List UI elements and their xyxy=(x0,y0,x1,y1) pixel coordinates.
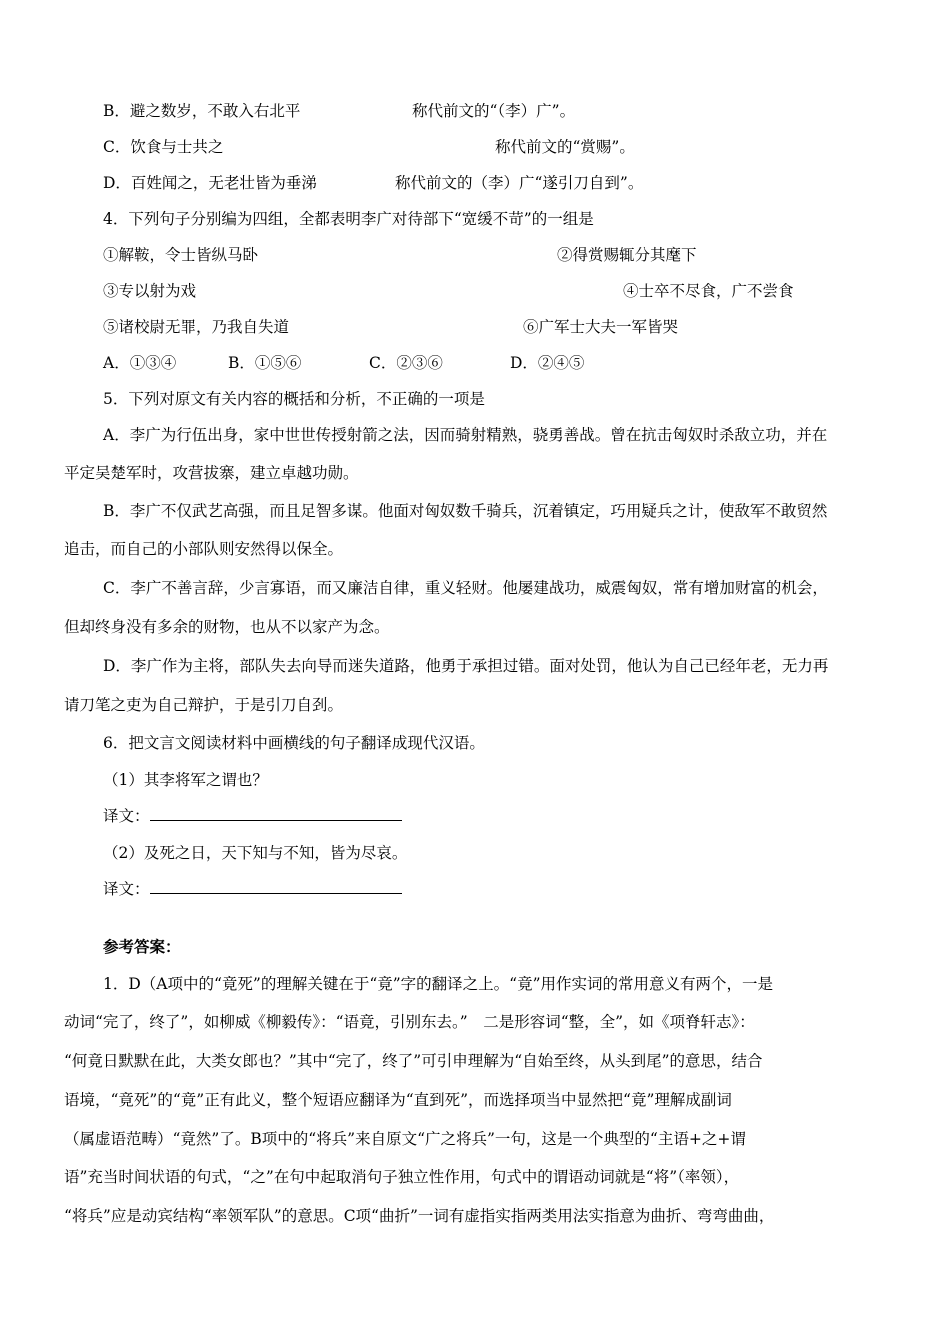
answer-line-5: （属虚语范畴）“竟然”了。B项中的“将兵”来自原文“广之将兵”一句，这是一个典型的“主语+之+谓 xyxy=(64,1130,746,1148)
translation-label-1: 译文： xyxy=(103,807,150,825)
q3-option-b-note: 称代前文的“（李）广”。 xyxy=(412,102,576,120)
q5-option-b-line2: 追击，而自己的小部队则安然得以保全。 xyxy=(64,540,344,558)
q5-option-a-line1: A．李广为行伍出身，家中世世传授射箭之法，因而骑射精熟，骁勇善战。曾在抗击匈奴时杀敌立功，并在 xyxy=(103,426,828,444)
q4-item-1: ①解鞍，令士皆纵马卧 xyxy=(103,246,259,264)
q5-option-d-line1: D．李广作为主将，部队失去向导而迷失道路，他勇于承担过错。面对处罚，他认为自己已经年老，无力再 xyxy=(103,657,829,675)
answer-line-4: 语境，“竟死”的“竟”正有此义，整个短语应翻译为“直到死”，而选择项当中显然把“竟”理解成副词 xyxy=(64,1091,732,1109)
answers-heading: 参考答案： xyxy=(103,937,181,956)
q5-option-c-line1: C．李广不善言辞，少言寡语，而又廉洁自律，重义轻财。他屡建战功，威震匈奴，常有增加财富的机会， xyxy=(103,579,828,597)
q6-sentence-2: （2）及死之日，天下知与不知，皆为尽哀。 xyxy=(103,844,408,862)
q4-item-6: ⑥广军士大夫一军皆哭 xyxy=(523,318,679,336)
q4-item-5: ⑤诸校尉无罪，乃我自失道 xyxy=(103,318,290,336)
answer-line-6: 语”充当时间状语的句式，“之”在句中起取消句子独立性作用，句式中的谓语动词就是“将”（率领）， xyxy=(64,1168,740,1186)
q5-option-b-line1: B．李广不仅武艺高强，而且足智多谋。他面对匈奴数千骑兵，沉着镇定，巧用疑兵之计，使敌军不敢贸然 xyxy=(103,502,828,520)
q3-option-b-sentence: B．避之数岁，不敢入右北平 xyxy=(103,102,301,120)
q6-sentence-1: （1）其李将军之谓也？ xyxy=(103,771,268,789)
q5-option-d-line2: 请刀笔之吏为自己辩护，于是引刀自刭。 xyxy=(64,696,344,714)
answer-line-3: “何竟日默默在此，大类女郎也？”其中“完了，终了”可引申理解为“自始至终，从头到尾”的意思，结合 xyxy=(64,1052,763,1070)
q3-option-d-note: 称代前文的（李）广“遂引刀自到”。 xyxy=(395,174,644,192)
answer-line-1: 1．D（A项中的“竟死”的理解关键在于“竟”字的翻译之上。“竟”用作实词的常用意义有两个，一是 xyxy=(103,975,774,993)
q6-translation-row-2 xyxy=(103,879,402,899)
q4-item-3: ③专以射为戏 xyxy=(103,282,197,300)
q3-option-c-sentence: C．饮食与士共之 xyxy=(103,138,224,156)
q6-translation-row-1 xyxy=(103,806,402,826)
q4-option-d: D．②④⑤ xyxy=(510,354,585,372)
answer-line-7: “将兵”应是动宾结构“率领军队”的意思。C项“曲折”一词有虚指实指两类用法实指意为曲折、弯弯曲曲， xyxy=(64,1207,775,1225)
q6-stem: 6．把文言文阅读材料中画横线的句子翻译成现代汉语。 xyxy=(103,734,485,752)
q4-item-4: ④士卒不尽食，广不尝食 xyxy=(623,282,794,300)
q4-stem: 4．下列句子分别编为四组，全都表明李广对待部下“宽缓不苛”的一组是 xyxy=(103,210,594,228)
q5-option-c-line2: 但却终身没有多余的财物，也从不以家产为念。 xyxy=(64,618,390,636)
q4-option-b: B．①⑤⑥ xyxy=(228,354,302,372)
q3-option-c-note: 称代前文的“赏赐”。 xyxy=(495,138,635,156)
q4-option-a: A．①③④ xyxy=(103,354,177,372)
q5-stem: 5．下列对原文有关内容的概括和分析，不正确的一项是 xyxy=(103,390,485,408)
q4-item-2: ②得赏赐辄分其麾下 xyxy=(557,246,697,264)
translation-blank-2[interactable] xyxy=(150,879,402,894)
q5-option-a-line2: 平定吴楚军时，攻营拔寨，建立卓越功勋。 xyxy=(64,464,359,482)
translation-label-2: 译文： xyxy=(103,880,150,898)
q3-option-d-sentence: D．百姓闻之，无老壮皆为垂涕 xyxy=(103,174,317,192)
translation-blank-1[interactable] xyxy=(150,806,402,821)
answer-line-2: 动词“完了，终了”，如柳威《柳毅传》：“语竟，引别东去。” 二是形容词“整，全”，如《项脊轩志》： xyxy=(64,1013,755,1031)
q4-option-c: C．②③⑥ xyxy=(369,354,443,372)
